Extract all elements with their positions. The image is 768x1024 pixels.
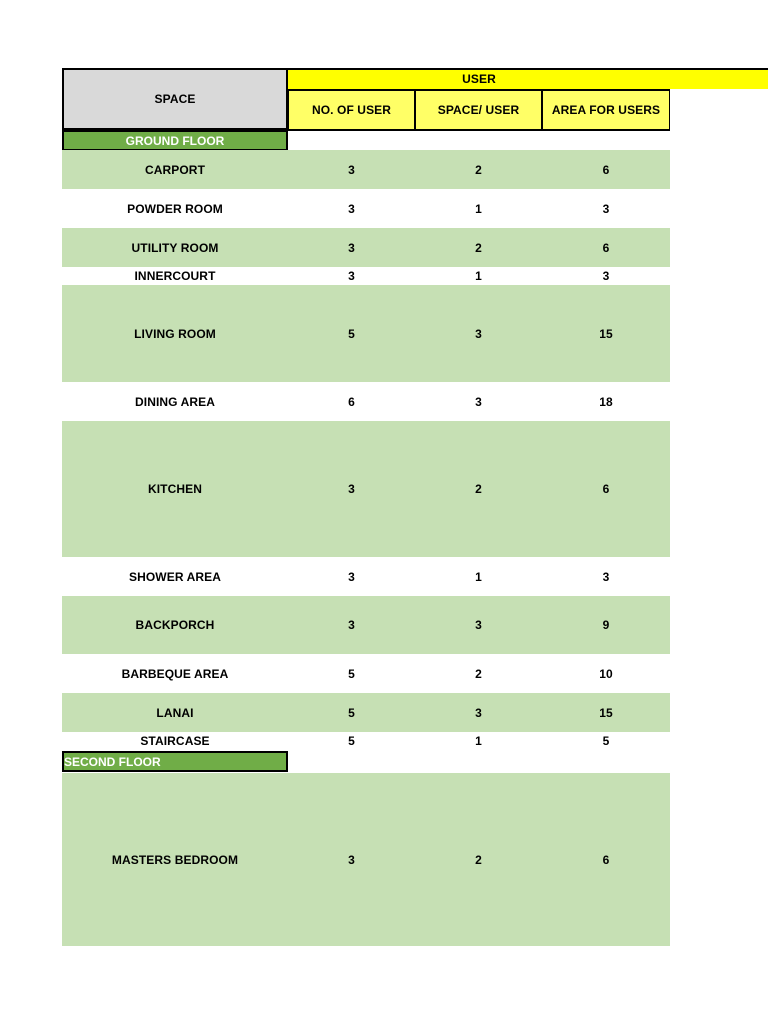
table-row: [62, 189, 670, 228]
space-per-user-cell: 2: [475, 666, 482, 681]
no-of-user-cell: 5: [348, 326, 355, 341]
space-per-user-cell: 1: [475, 734, 482, 748]
space-cell: SHOWER AREA: [129, 569, 221, 584]
no-of-user-cell: 3: [348, 569, 355, 584]
table-row: [62, 382, 670, 421]
section-second-floor: SECOND FLOOR: [62, 751, 288, 772]
space-per-user-header: SPACE/ USER: [415, 89, 542, 131]
space-per-user-cell: 1: [475, 269, 482, 283]
space-cell: DINING AREA: [135, 394, 215, 409]
area-for-users-cell: 5: [602, 734, 610, 748]
table-row: [62, 773, 670, 946]
table-row: [62, 150, 670, 189]
area-for-users-cell: 6: [602, 482, 610, 496]
area-for-users-cell: 10: [599, 666, 613, 681]
table-row: [62, 285, 670, 382]
area-for-users-cell: 6: [602, 240, 610, 255]
table-row: [62, 654, 670, 693]
area-for-users-cell: 3: [602, 269, 610, 283]
table-row: [62, 557, 670, 596]
no-of-user-cell: 3: [348, 201, 355, 216]
space-cell: STAIRCASE: [140, 734, 210, 748]
space-cell: LANAI: [156, 705, 194, 720]
space-cell: CARPORT: [144, 162, 206, 177]
area-for-users-cell: 3: [602, 569, 610, 584]
space-per-user-cell: 1: [475, 569, 482, 584]
no-of-user-header: NO. OF USER: [288, 89, 415, 131]
space-cell: MASTERS BEDROOM: [111, 852, 239, 867]
area-for-users-cell: 18: [599, 394, 613, 409]
area-for-users-cell: 6: [602, 852, 610, 867]
table-row: [62, 693, 670, 732]
space-cell: UTILITY ROOM: [131, 240, 219, 255]
space-cell: BACKPORCH: [135, 618, 215, 632]
area-for-users-cell: 6: [602, 162, 610, 177]
no-of-user-cell: 3: [348, 482, 355, 496]
section-ground-floor: GROUND FLOOR: [62, 130, 288, 151]
space-cell: INNERCOURT: [134, 269, 216, 283]
no-of-user-cell: 3: [348, 852, 355, 867]
space-per-user-cell: 2: [475, 240, 482, 255]
space-per-user-cell: 2: [475, 852, 482, 867]
table-row: [62, 421, 670, 557]
no-of-user-cell: 5: [348, 666, 355, 681]
no-of-user-cell: 5: [348, 705, 355, 720]
no-of-user-cell: 3: [348, 162, 355, 177]
area-for-users-cell: 3: [602, 201, 610, 216]
table-row: [62, 596, 670, 654]
area-for-users-header: AREA FOR USERS: [542, 89, 670, 131]
no-of-user-cell: 3: [348, 240, 355, 255]
space-per-user-cell: 2: [475, 162, 482, 177]
space-cell: LIVING ROOM: [134, 326, 216, 341]
no-of-user-cell: 3: [348, 618, 355, 632]
area-for-users-cell: 15: [599, 705, 613, 720]
space-column-header: SPACE: [62, 68, 288, 130]
area-for-users-cell: 15: [599, 326, 613, 341]
space-per-user-cell: 3: [475, 705, 482, 720]
no-of-user-cell: 6: [348, 394, 355, 409]
space-per-user-cell: 3: [475, 326, 482, 341]
space-cell: KITCHEN: [147, 482, 203, 496]
user-group-header: USER: [462, 71, 496, 86]
area-for-users-cell: 9: [602, 618, 610, 632]
table-row: [62, 732, 670, 750]
table-row: [62, 228, 670, 267]
space-per-user-cell: 3: [475, 618, 482, 632]
no-of-user-cell: 3: [348, 269, 355, 283]
space-per-user-cell: 2: [475, 482, 482, 496]
space-cell: POWDER ROOM: [127, 201, 223, 216]
space-cell: BARBEQUE AREA: [121, 666, 229, 681]
no-of-user-cell: 5: [348, 734, 355, 748]
space-per-user-cell: 1: [475, 201, 482, 216]
table-row: [62, 267, 670, 285]
space-per-user-cell: 3: [475, 394, 482, 409]
